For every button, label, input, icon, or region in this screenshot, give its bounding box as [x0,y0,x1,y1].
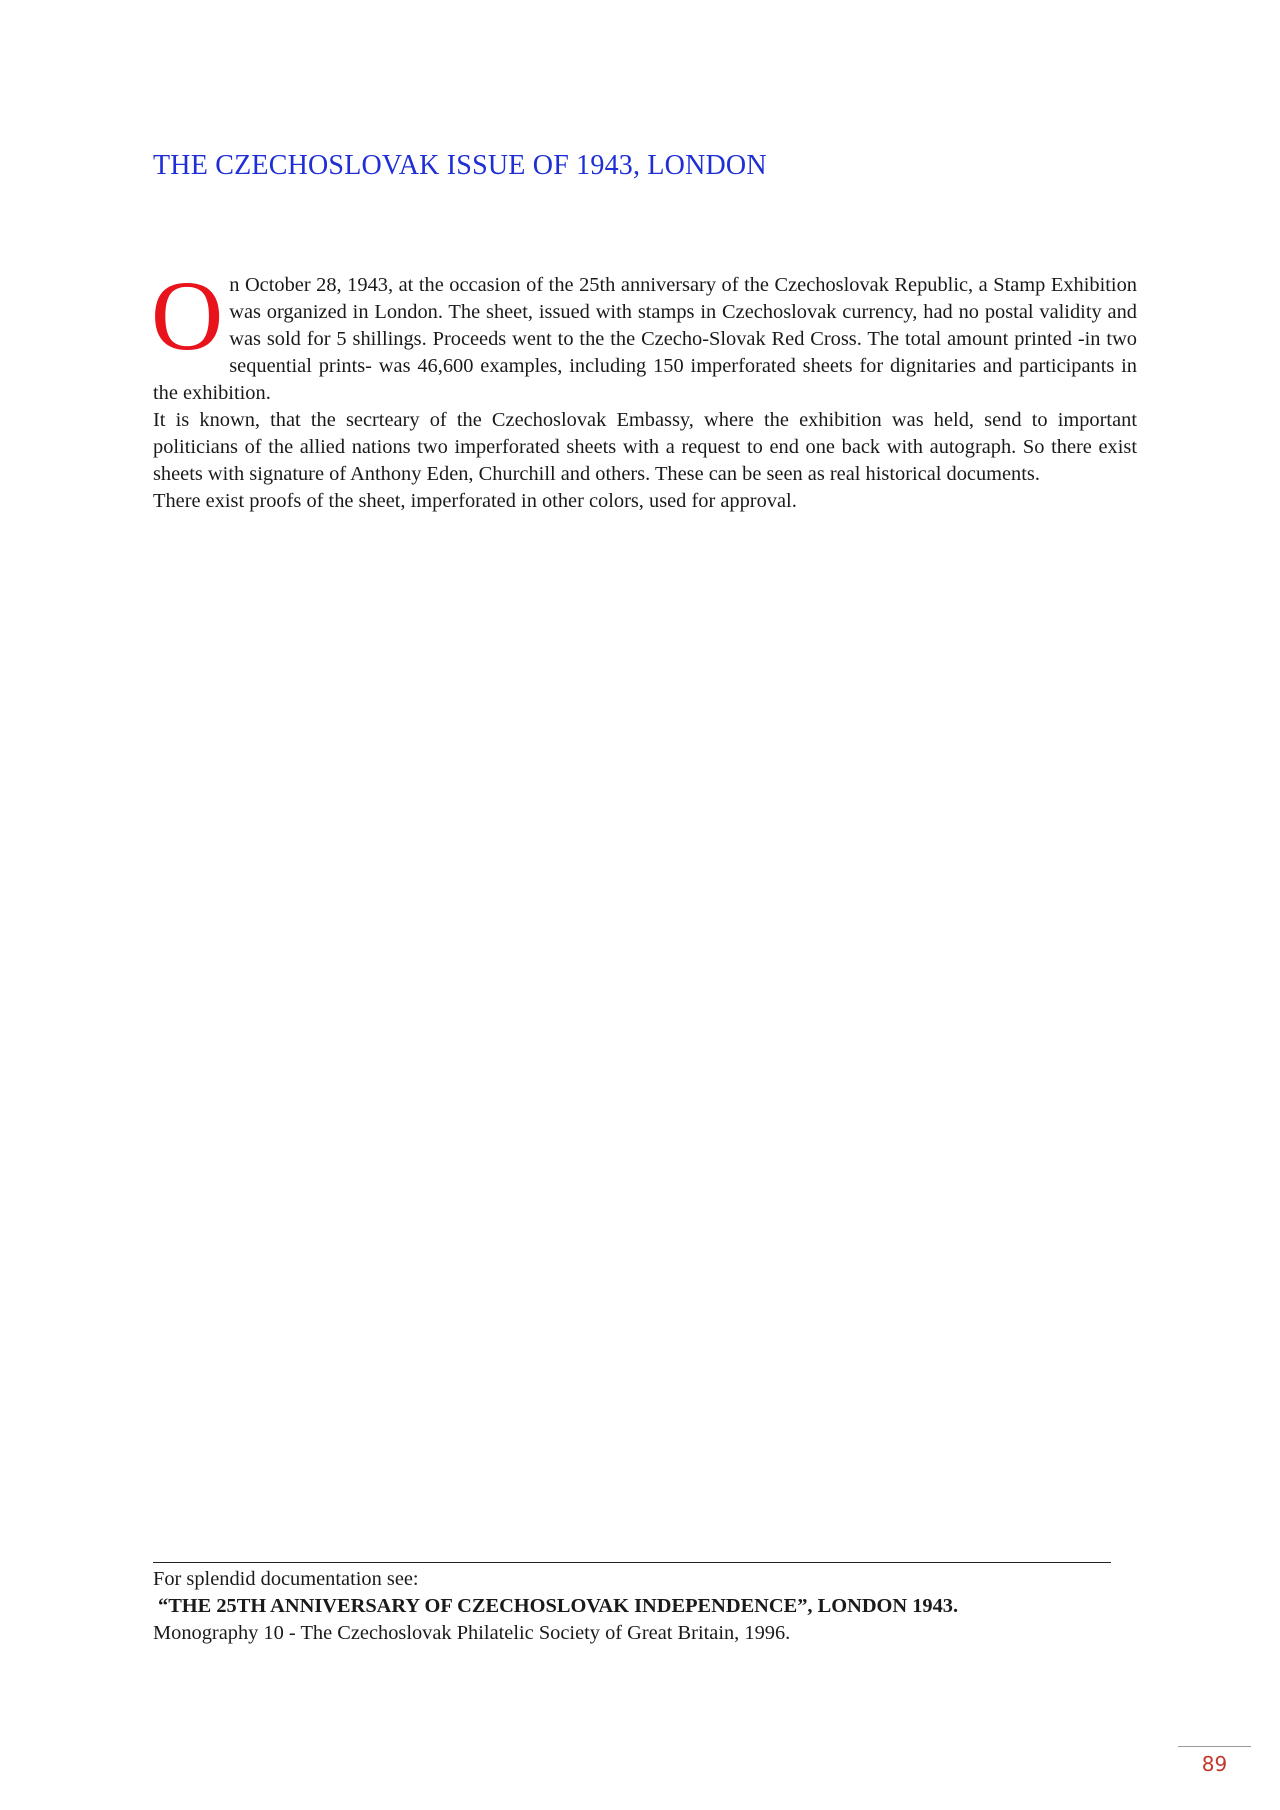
footnote-intro: For splendid documentation see: [153,1568,419,1590]
paragraph-3: There exist proofs of the sheet, imperforated in other colors, used for approval. [153,490,797,512]
article-body [151,260,1137,515]
page-title: THE CZECHOSLOVAK ISSUE OF 1943, LONDON [153,150,767,181]
drop-cap: O [151,260,224,371]
footnote [153,1566,1153,1647]
paragraph-2: It is known, that the secrteary of the Czechoslovak Embassy, where the exhibition was held, send to important politicians of the allied nations two imperforated sheets with a request to end one back with autograph. So there exist sheets with signature of Anthony Eden, Churchill and others. These can be seen as real historical documents. [153,409,1137,485]
footnote-reference-title: “THE 25TH ANNIVERSARY OF CZECHOSLOVAK INDEPENDENCE”, LONDON 1943. [158,1595,959,1617]
footnote-source: Monography 10 - The Czechoslovak Philatelic Society of Great Britain, 1996. [153,1622,791,1644]
paragraph-1-text: n October 28, 1943, at the occasion of the 25th anniversary of the Czechoslovak Republic, a Stamp Exhibition was organized in London. The sheet, issued with stamps in Czechoslovak currency, had no postal validity and was sold for 5 shillings. Proceeds went to the the Czecho-Slovak Red Cross. The total amount printed -in two sequential prints- was 46,600 examples, including 150 imperforated sheets for dignitaries and participants in the exhibition. [153,274,1137,404]
page-number-rule [1178,1746,1251,1747]
page-number: 89 [1201,1752,1228,1776]
footnote-divider [153,1562,1111,1563]
paragraph-1 [151,260,1137,407]
